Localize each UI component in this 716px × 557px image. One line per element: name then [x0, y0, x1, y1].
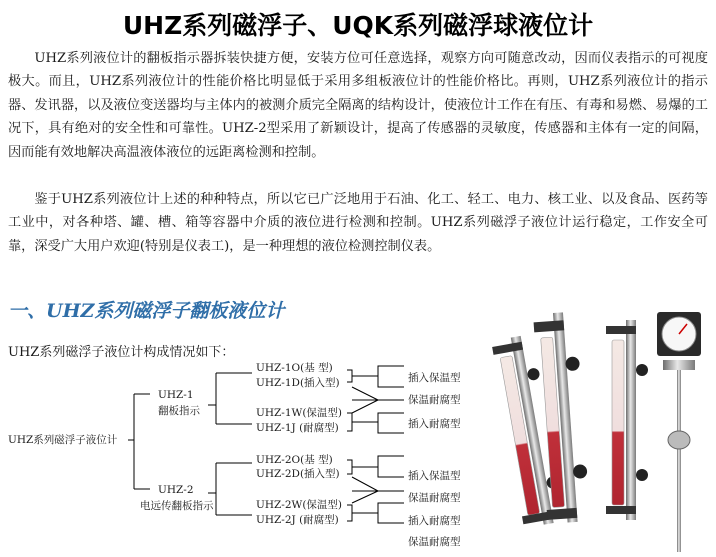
tree-variant: 保温耐腐型 — [408, 492, 461, 504]
tree-variant: 插入耐腐型 — [408, 418, 461, 430]
tree-variant: 保温耐腐型 — [408, 536, 461, 548]
paragraph-applications: 鉴于UHZ系列液位计上述的种种特点，所以它已广泛地用于石油、化工、轻工、电力、核工业、以及食品、医药等工业中，对各种塔、罐、槽、箱等容器中介质的液位进行检测和控制。UHZ系列磁浮子液位计运行稳定，工作安全可靠，深受广大用户欢迎(特别是仪表工)，是一种理想的液位检测控制仪表。 — [8, 192, 708, 254]
tree-model-2j: UHZ-2J (耐腐型) — [256, 514, 339, 526]
page-title: UHZ系列磁浮子、UQK系列磁浮球液位计 — [122, 11, 594, 40]
tree-group1-code: UHZ-1 — [158, 389, 194, 401]
tree-group2-code: UHZ-2 — [158, 484, 194, 496]
tree-model-1o: UHZ-1O(基 型) — [256, 362, 333, 374]
tree-model-1d: UHZ-1D(插入型) — [256, 377, 340, 389]
tree-model-1w: UHZ-1W(保温型) — [256, 407, 343, 419]
section-heading: 一、UHZ系列磁浮子翻板液位计 — [8, 300, 285, 322]
tree-variant: 插入保温型 — [408, 470, 461, 482]
tree-model-1j: UHZ-1J (耐腐型) — [256, 422, 339, 434]
tree-root-label: UHZ系列磁浮子液位计 — [8, 434, 118, 446]
tree-group1-name: 翻板指示 — [158, 405, 200, 417]
tree-variant: 插入耐腐型 — [408, 515, 461, 527]
composition-intro: UHZ系列磁浮子液位计构成情况如下： — [8, 345, 235, 360]
tree-group2-name: 电远传翻板指示 — [140, 500, 214, 512]
level-gauge-product-image — [477, 300, 713, 552]
tree-model-2o: UHZ-2O(基 型) — [256, 454, 333, 466]
paragraph-intro: UHZ系列液位计的翻板指示器拆装快捷方便，安装方位可任意选择，观察方向可随意改动，因而仪表指示的可视度极大。而且，UHZ系列液位计的性能价格比明显低于采用多组板液位计的性能价格比。再则，UHZ系列液位计的指示器、发讯器，以及液位变送器均与主体内的被测介质完全隔离的结构设计，使液位计工作在有压、有毒和易燃、易爆的工况下，具有绝对的安全性和可靠性。UHZ-2型采用了新颖设计，提高了传感器的灵敏度，传感器和主体有一定的间隔，因而能有效地解决高温液体液位的远距离检测和控制。 — [8, 51, 708, 160]
tree-model-2w: UHZ-2W(保温型) — [256, 499, 343, 511]
tree-model-2d: UHZ-2D(插入型) — [256, 468, 340, 480]
tree-variant: 保温耐腐型 — [408, 394, 461, 406]
tree-variant: 插入保温型 — [408, 372, 461, 384]
